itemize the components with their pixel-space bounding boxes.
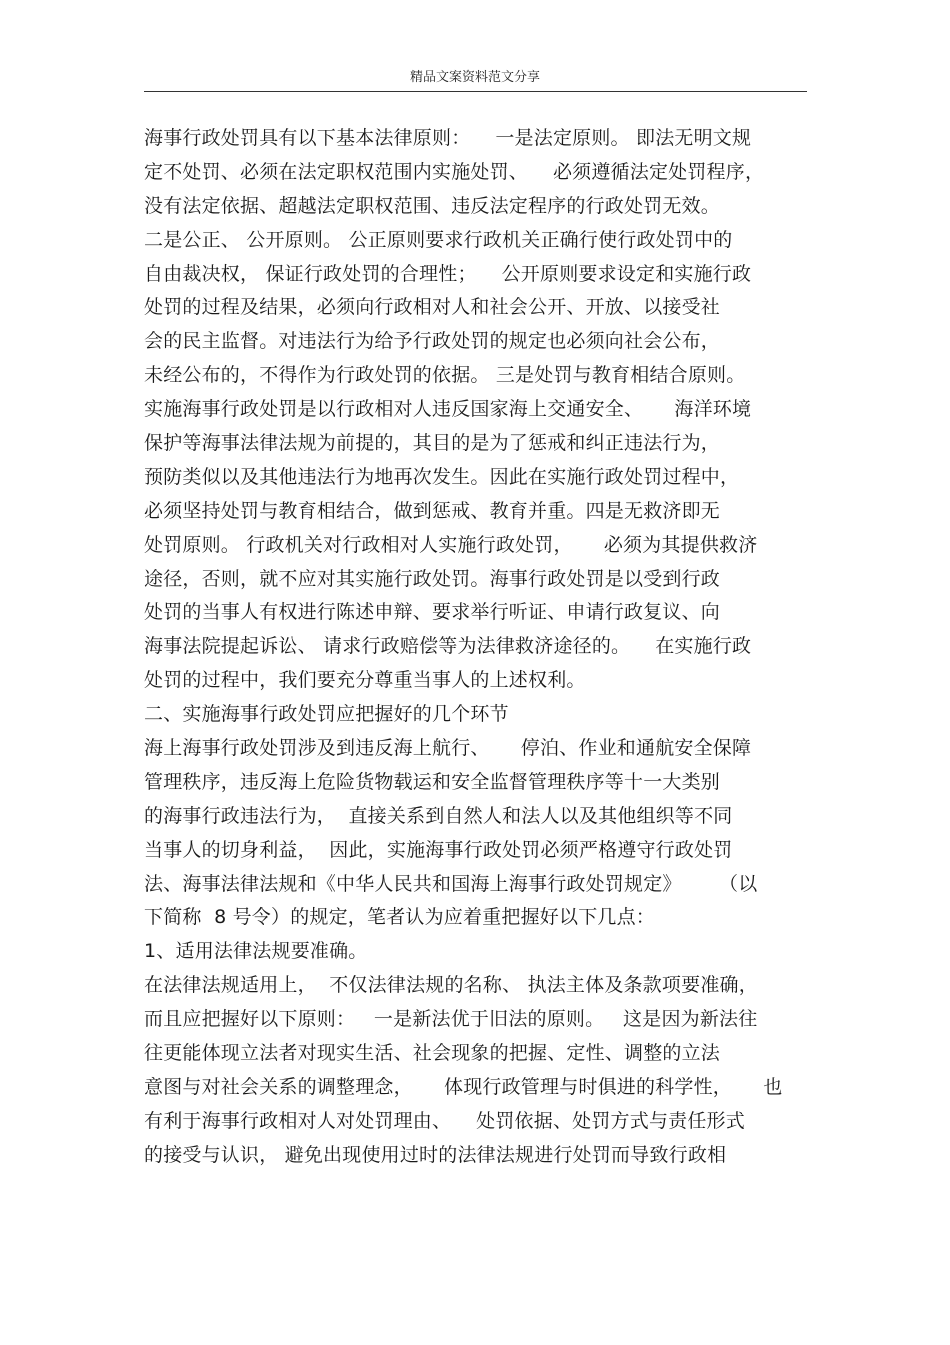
text-line: 定不处罚、必须在法定职权范围内实施处罚、 必须遵循法定处罚程序， [144, 160, 765, 183]
header-divider [144, 91, 807, 92]
text-line: 的海事行政违法行为， 直接关系到自然人和法人以及其他组织等不同 [144, 804, 733, 827]
text-line: 保护等海事法律法规为前提的，其目的是为了惩戒和纠正违法行为， [144, 432, 721, 455]
text-line: 海上海事行政处罚涉及到违反海上航行、 停泊、作业和通航安全保障 [144, 737, 752, 760]
text-line: 当事人的切身利益， 因此，实施海事行政处罚必须严格遵守行政处罚 [144, 838, 733, 861]
text-line: 预防类似以及其他违法行为地再次发生。因此在实施行政处罚过程中， [144, 465, 740, 488]
text-line: 实施海事行政处罚是以行政相对人违反国家海上交通安全、 海洋环境 [144, 398, 752, 421]
text-line: 往更能体现立法者对现实生活、社会现象的把握、定性、调整的立法 [144, 1042, 721, 1065]
text-line: 处罚的当事人有权进行陈述申辩、要求举行听证、申请行政复议、向 [144, 601, 721, 624]
text-line: 管理秩序，违反海上危险货物载运和安全监督管理秩序等十一大类别 [144, 770, 721, 793]
body-text [144, 122, 824, 1173]
text-line: 途径，否则，就不应对其实施行政处罚。海事行政处罚是以受到行政 [144, 567, 721, 590]
text-line: 下简称 8 号令）的规定，笔者认为应着重把握好以下几点： [144, 906, 656, 929]
text-line: 在法律法规适用上， 不仅法律法规的名称、 执法主体及条款项要准确， [144, 974, 758, 997]
text-line: 处罚的过程及结果，必须向行政相对人和社会公开、开放、以接受社 [144, 296, 721, 319]
text-line: 而且应把握好以下原则： 一是新法优于旧法的原则。 这是因为新法往 [144, 1008, 758, 1031]
text-line: 必须坚持处罚与教育相结合，做到惩戒、教育并重。四是无救济即无 [144, 499, 721, 522]
text-line: 二、实施海事行政处罚应把握好的几个环节 [144, 703, 509, 726]
text-line: 没有法定依据、超越法定职权范围、违反法定程序的行政处罚无效。 [144, 194, 721, 217]
text-line: 海事行政处罚具有以下基本法律原则： 一是法定原则。 即法无明文规 [144, 127, 752, 149]
text-line: 自由裁决权， 保证行政处罚的合理性； 公开原则要求设定和实施行政 [144, 262, 752, 285]
text-line: 处罚原则。 行政机关对行政相对人实施行政处罚， 必须为其提供救济 [144, 533, 758, 556]
text-line: 意图与对社会关系的调整理念， 体现行政管理与时俱进的科学性， 也 [144, 1075, 783, 1098]
text-line: 法、海事法律法规和《中华人民共和国海上海事行政处罚规定》 （以 [144, 872, 758, 895]
text-line: 的接受与认识， 避免出现使用过时的法律法规进行处罚而导致行政相 [144, 1143, 727, 1166]
text-line: 二是公正、 公开原则。 公正原则要求行政机关正确行使行政处罚中的 [144, 228, 733, 251]
text-line: 处罚的过程中，我们要充分尊重当事人的上述权利。 [144, 669, 586, 692]
text-line: 会的民主监督。对违法行为给予行政处罚的规定也必须向社会公布， [144, 330, 721, 353]
text-line: 未经公布的，不得作为行政处罚的依据。 三是处罚与教育相结合原则。 [144, 364, 746, 387]
page-header [0, 66, 950, 85]
header-title: 精品文案资料范文分享 [409, 70, 540, 85]
text-line: 1、适用法律法规要准确。 [144, 940, 368, 963]
text-line: 有利于海事行政相对人对处罚理由、 处罚依据、处罚方式与责任形式 [144, 1109, 745, 1132]
text-line: 海事法院提起诉讼、 请求行政赔偿等为法律救济途径的。 在实施行政 [144, 635, 752, 658]
